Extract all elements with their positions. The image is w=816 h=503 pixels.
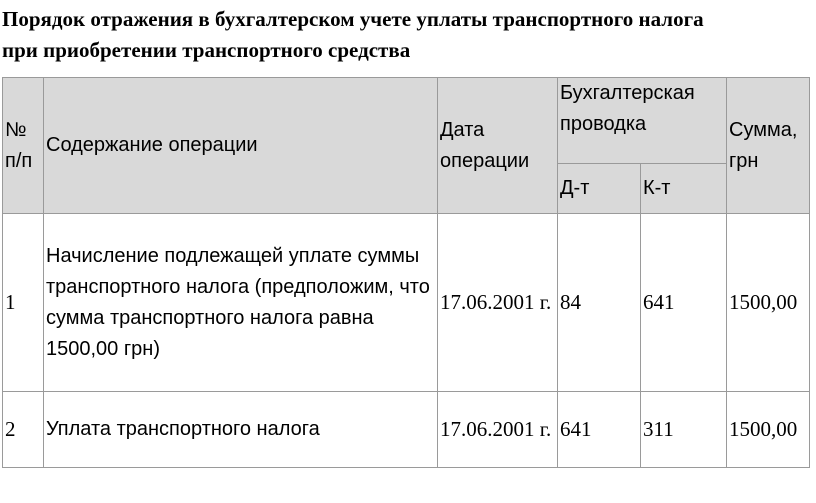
- header-debit: Д-т: [558, 164, 641, 214]
- header-date: Дата операции: [438, 78, 558, 214]
- row-content: Уплата транспортного налога: [44, 392, 438, 468]
- row-sum: 1500,00: [727, 214, 810, 392]
- row-date: 17.06.2001 г.: [438, 214, 558, 392]
- row-content: Начисление подлежащей уплате суммы транспортного налога (предположим, что сумма транспортного налога равна 1500,00 грн): [44, 214, 438, 392]
- row-sum: 1500,00: [727, 392, 810, 468]
- title-line-1: Порядок отражения в бухгалтерском учете уплаты транспортного налога: [2, 7, 704, 31]
- row-credit: 311: [641, 392, 727, 468]
- row-num: 1: [3, 214, 44, 392]
- row-num: 2: [3, 392, 44, 468]
- row-date: 17.06.2001 г.: [438, 392, 558, 468]
- header-row-top: [3, 78, 810, 164]
- header-num: № п/п: [3, 78, 44, 214]
- row-debit: 641: [558, 392, 641, 468]
- header-sum: Сумма, грн: [727, 78, 810, 214]
- header-credit: К-т: [641, 164, 727, 214]
- header-entry: Бухгалтерская проводка: [558, 78, 727, 164]
- document-title: [2, 4, 802, 66]
- header-content: Содержание операции: [44, 78, 438, 214]
- row-credit: 641: [641, 214, 727, 392]
- accounting-table: [2, 77, 810, 468]
- row-debit: 84: [558, 214, 641, 392]
- table-row: [3, 392, 810, 468]
- table-row: [3, 214, 810, 392]
- title-line-2: при приобретении транспортного средства: [2, 38, 411, 62]
